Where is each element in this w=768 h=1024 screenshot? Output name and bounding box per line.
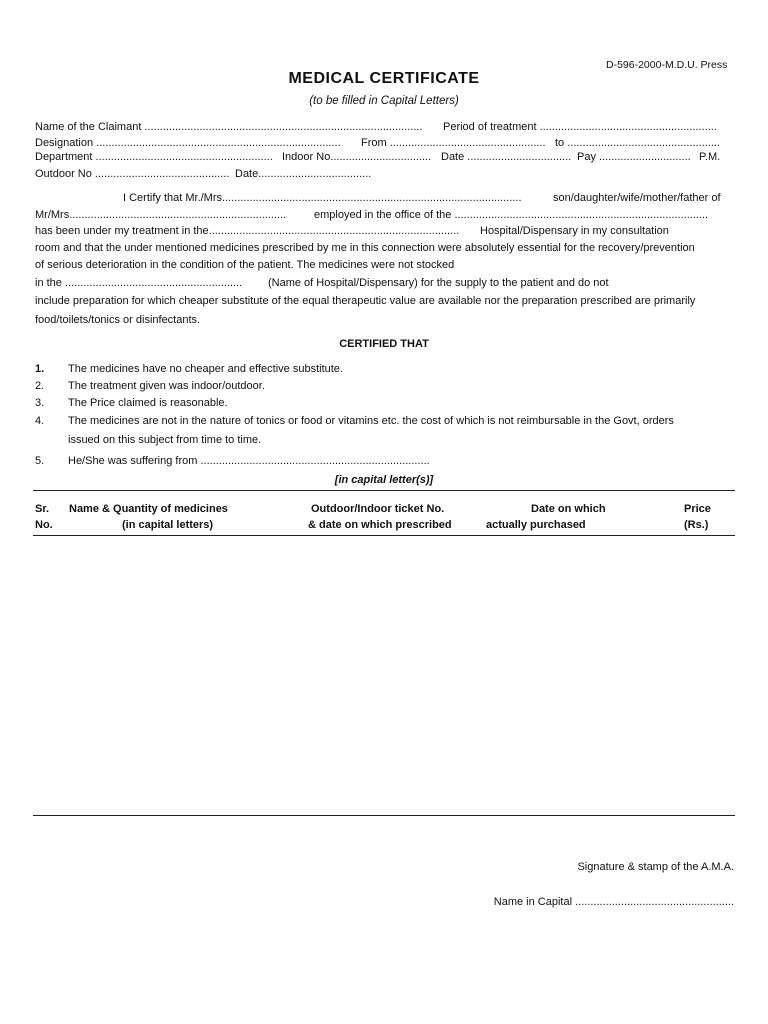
header-actually-purchased: actually purchased	[486, 519, 586, 531]
medicines-table-body	[33, 536, 735, 814]
list-item: He/She was suffering from ...........................................................................	[68, 455, 430, 467]
to-field: to ..................................................	[555, 137, 721, 149]
outdoor-no-field: Outdoor No ............................................	[35, 168, 230, 180]
header-sr: Sr.	[35, 503, 50, 515]
from-field: From ...................................................	[361, 137, 546, 149]
document-subtitle: (to be filled in Capital Letters)	[309, 95, 459, 107]
list-item-number: 2.	[35, 380, 45, 392]
paragraph-line: include preparation for which cheaper substitute of the equal therapeutic value are available nor the preparation prescribed are primarily	[35, 295, 696, 307]
certified-that-heading: CERTIFIED THAT	[339, 338, 429, 350]
date-field: Date ..................................	[441, 151, 572, 163]
list-item-number: 4.	[35, 415, 45, 427]
list-item: The treatment given was indoor/outdoor.	[68, 380, 265, 392]
list-item: The medicines have no cheaper and effective substitute.	[68, 363, 343, 375]
pay-field: Pay ..............................	[577, 151, 691, 163]
indoor-no-field: Indoor No.................................	[282, 151, 432, 163]
department-field: Department ..........................................................	[35, 151, 273, 163]
header-price: Price	[684, 503, 711, 515]
outdoor-date-field: Date.....................................	[235, 168, 372, 180]
header-medicine-name: Name & Quantity of medicines	[69, 503, 228, 515]
pm-label: P.M.	[699, 151, 721, 163]
header-ticket-no: Outdoor/Indoor ticket No.	[311, 503, 445, 515]
list-item: The Price claimed is reasonable.	[68, 397, 228, 409]
table-top-rule	[33, 490, 735, 491]
table-bottom-rule	[33, 815, 735, 816]
hospital-dispensary-field: in the ..........................................................	[35, 277, 243, 289]
capital-letters-note: [in capital letter(s)]	[334, 474, 434, 486]
paragraph-line: food/toilets/tonics or disinfectants.	[35, 314, 201, 326]
list-item-number: 5.	[35, 455, 45, 467]
paragraph-line: room and that the under mentioned medicines prescribed by me in this connection were absolutely essential for the recovery/prevention	[35, 242, 695, 254]
designation-field: Designation ................................................................................	[35, 137, 341, 149]
treatment-hospital-field: has been under my treatment in the..................................................................................	[35, 225, 460, 237]
header-date-on-which: Date on which	[531, 503, 606, 515]
relative-name-field: Mr/Mrs.......................................................................	[35, 209, 287, 221]
list-item-continuation: issued on this subject from time to time.	[68, 434, 262, 446]
document-title: MEDICAL CERTIFICATE	[288, 70, 480, 87]
header-medicine-name-note: (in capital letters)	[122, 519, 214, 531]
relation-label: son/daughter/wife/mother/father of	[553, 192, 721, 204]
list-item: The medicines are not in the nature of tonics or food or vitamins etc. the cost of which is not reimbursable in the Govt, orders	[68, 415, 674, 427]
header-price-unit: (Rs.)	[684, 519, 709, 531]
press-reference: D-596-2000-M.D.U. Press	[606, 59, 728, 71]
header-no: No.	[35, 519, 53, 531]
consultation-label: Hospital/Dispensary in my consultation	[480, 225, 669, 237]
name-in-capital-field: Name in Capital ....................................................	[493, 896, 734, 908]
employed-office-field: employed in the office of the ...................................................................................	[314, 209, 709, 221]
paragraph-line: (Name of Hospital/Dispensary) for the supply to the patient and do not	[268, 277, 609, 289]
list-item-number: 1.	[35, 363, 45, 375]
paragraph-line: of serious deterioration in the condition of the patient. The medicines were not stocked	[35, 259, 455, 271]
certify-mr-mrs: I Certify that Mr./Mrs..................................................................................................	[123, 192, 522, 204]
signature-stamp-label: Signature & stamp of the A.M.A.	[577, 861, 734, 873]
period-of-treatment-field: Period of treatment ..........................................................	[443, 121, 717, 133]
claimant-name-field: Name of the Claimant ...........................................................................................	[35, 121, 423, 133]
header-prescribed-date: & date on which prescribed	[308, 519, 452, 531]
list-item-number: 3.	[35, 397, 45, 409]
